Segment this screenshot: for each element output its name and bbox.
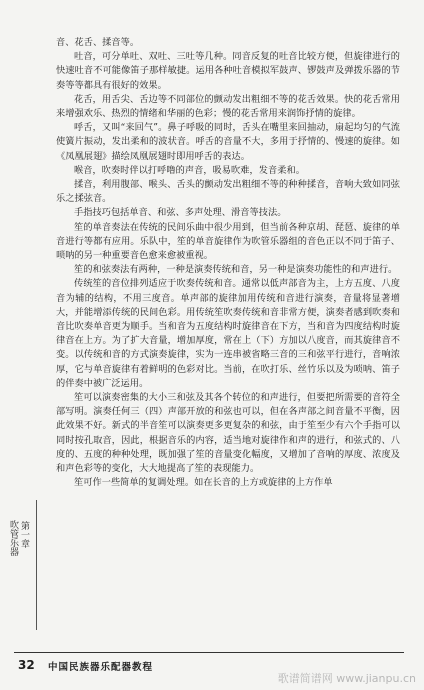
paragraph-8: 笙的单音奏法在传统的民间乐曲中很少用到，但当前各种京胡、琵琶、旋律的单音进行等都有应用。乐队中，笙的单音旋律作为吹管乐器组的音色正以不同于笛子、唢呐的另一种重要音色愈来愈被重视。 [56,221,400,262]
paragraph-2: 吐音，可分单吐、双吐、三吐等几种。同音反复的吐音比较方便，但旋律进行的快速吐音不可能像笛子那样敏捷。运用各种吐音模拟军鼓声、锣鼓声及弹拨乐器的节奏等等都具有很好的效果。 [56,51,400,91]
chapter-number: 第一章 [19,520,29,548]
footer-divider [14,652,404,653]
chapter-side-label [9,520,29,556]
paragraph-11: 笙可以演奏密集的大小三和弦及其各个转位的和声进行，但要把所需要的音符全部写明。演奏任何三（四）声部开放的和弦也可以，但在各声部之间音量不平衡，因此效果不好。新式的半音笙可以演奏更多更复杂的和弦，由于笙至少有六个手指可以同时按孔取音，因此，根据音乐的内容，适当地对旋律作和声的进行，和弦式的、八度的、五度的种种处理，既加强了笙的音量变化幅度，又增加了音响的厚度、浓度及和声色彩等的变化，大大地提高了笙的表现能力。 [56,392,400,475]
paragraph-6: 揉音，利用腹部、喉头、舌头的颤动发出粗细不等的种种揉音，音响大致如同弦乐之揉弦音。 [56,179,400,205]
chapter-name: 吹管乐器 [8,520,18,556]
body-text [56,36,400,491]
site-watermark: 歌谱简谱网 www.jianpu.cn [277,672,416,685]
paragraph-5: 喉音，吹奏时伴以打呼噜的声音，吸易吹难，发音柔和。 [74,164,305,176]
paragraph-10: 传统笙的音位排列适应于吹奏传统和音。通常以低声部音为主，上方五度、八度音为辅的结构，不用三度音。单声部的旋律加用传统和音进行演奏，音量将显著增大，并能增添传统的民间色彩。用传统笙吹奏传统和音非常方便，演奏者感到吹奏和音比吹奏单音更为顺手。当和音为五度结构时旋律音在下方，当和音为四度结构时旋律音在上方。为了扩大音量，增加厚度，常在上（下）方加以八度音，而其旋律音不变。以传统和音的方式演奏旋律，实为一连串被省略三音的三和弦平行进行，音响浓厚，它与单音旋律有着鲜明的色彩对比。当前，在吹打乐、丝竹乐以及为唢呐、笛子的伴奏中被广泛运用。 [56,278,400,389]
side-divider [36,500,37,630]
paragraph-1: 音、花舌、揉音等。 [56,37,140,48]
paragraph-7: 手指技巧包括单音、和弦、多声处理、滑音等技法。 [74,207,287,219]
paragraph-9: 笙的和弦奏法有两种，一种是演奏传统和音，另一种是演奏功能性的和声进行。 [74,264,398,276]
paragraph-12: 笙可作一些简单的复调处理。如在长音的上方或旋律的上方作单 [74,477,333,489]
book-title: 中国民族器乐配器教程 [48,662,154,673]
paragraph-4: 呼舌，又叫“来回气”。鼻子呼吸的同时，舌头在嘴里来回抽动，扇起均匀的气流使簧片振动，发出柔和的波状音。呼舌的音量不大，多用于抒情的、慢速的旋律。如《凤凰展翅》描绘凤凰展翅时即用呼舌的表达。 [56,122,400,162]
page-number: 32 [18,658,35,672]
paragraph-3: 花舌，用舌尖、舌边等不同部位的颤动发出粗细不等的花舌效果。快的花舌常用来增强欢乐、热烈的情绪和华丽的色彩；慢的花舌常用来润饰抒情的旋律。 [56,93,400,120]
